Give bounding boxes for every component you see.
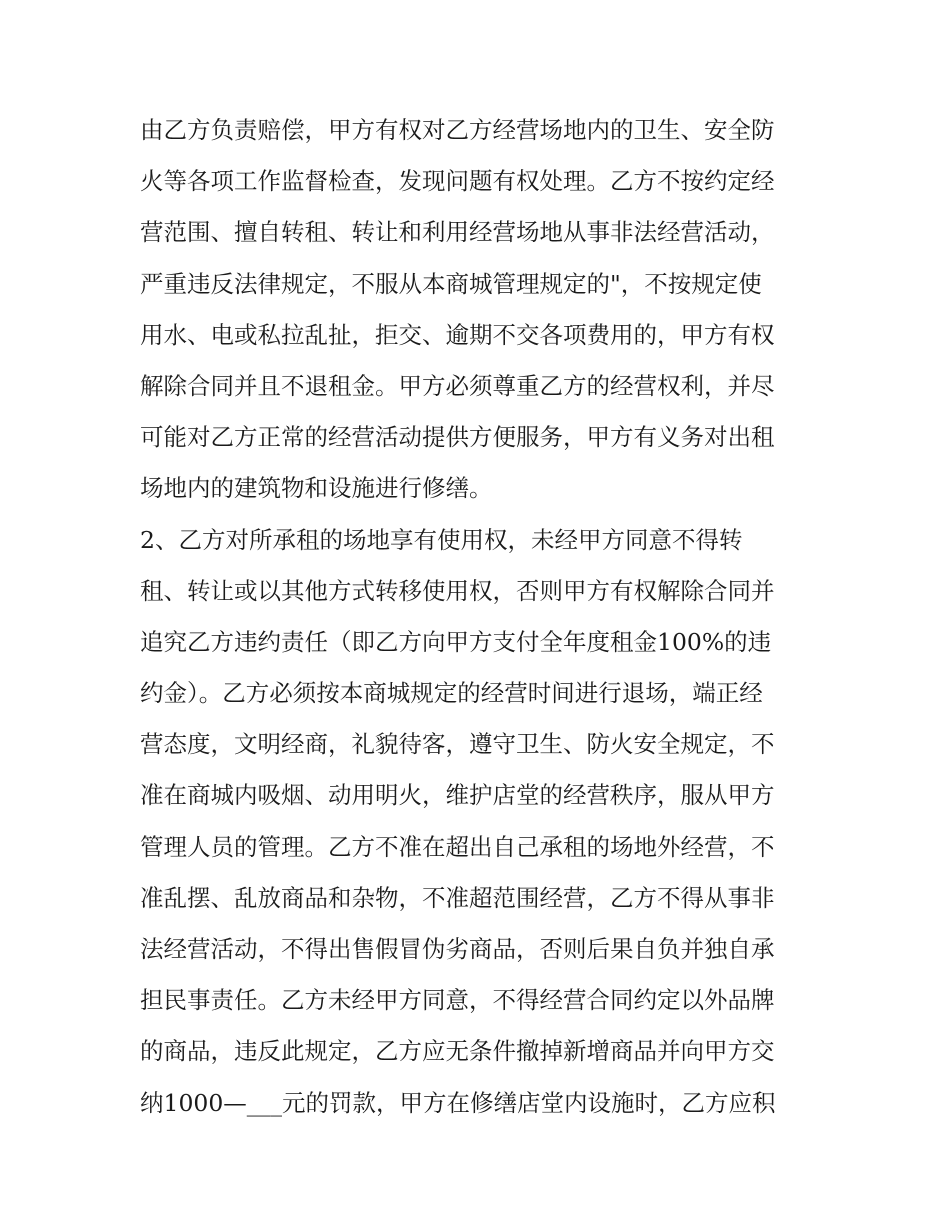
contract-body-text	[140, 105, 820, 1129]
text-line: 解除合同并且不退租金。甲方必须尊重乙方的经营权利，并尽	[140, 371, 775, 400]
text-line: 约金）。乙方必须按本商城规定的经营时间进行退场，端正经	[140, 679, 763, 708]
text-line: 担民事责任。乙方未经甲方同意，不得经营合同约定以外品牌	[140, 986, 775, 1015]
text-line: 可能对乙方正常的经营活动提供方便服务，甲方有义务对出租	[140, 423, 775, 452]
text-line: 法经营活动，不得出售假冒伪劣商品，否则后果自负并独自承	[140, 935, 775, 963]
text-line: 准在商城内吸烟、动用明火，维护店堂的经营秩序，服从甲方	[140, 781, 775, 810]
text-line: 纳1000—___元的罚款，甲方在修缮店堂内设施时，乙方应积	[140, 1088, 776, 1117]
text-line: 管理人员的管理。乙方不准在超出自己承租的场地外经营，不	[140, 832, 775, 861]
text-line: 准乱摆、乱放商品和杂物，不准超范围经营，乙方不得从事非	[140, 883, 775, 912]
text-line: 火等各项工作监督检查，发现问题有权处理。乙方不按约定经	[140, 167, 775, 196]
text-line: 营范围、擅自转租、转让和利用经营场地从事非法经营活动，	[140, 218, 775, 247]
text-line: 租、转让或以其他方式转移使用权，否则甲方有权解除合同并	[140, 576, 775, 605]
text-line: 营态度，文明经商，礼貌待客，遵守卫生、防火安全规定，不	[140, 730, 775, 759]
text-line: 场地内的建筑物和设施进行修缮。	[140, 474, 493, 503]
text-line: 用水、电或私拉乱扯，拒交、逾期不交各项费用的，甲方有权	[140, 320, 775, 349]
clause-2-first-line: 2、乙方对所承租的场地享有使用权，未经甲方同意不得转	[140, 525, 743, 554]
text-line: 由乙方负责赔偿，甲方有权对乙方经营场地内的卫生、安全防	[140, 116, 775, 144]
text-line: 严重违反法律规定，不服从本商城管理规定的"，不按规定使	[140, 269, 762, 298]
text-line: 的商品，违反此规定，乙方应无条件撤掉新增商品并向甲方交	[140, 1037, 775, 1066]
text-line: 追究乙方违约责任（即乙方向甲方支付全年度租金100%的违	[140, 627, 772, 656]
